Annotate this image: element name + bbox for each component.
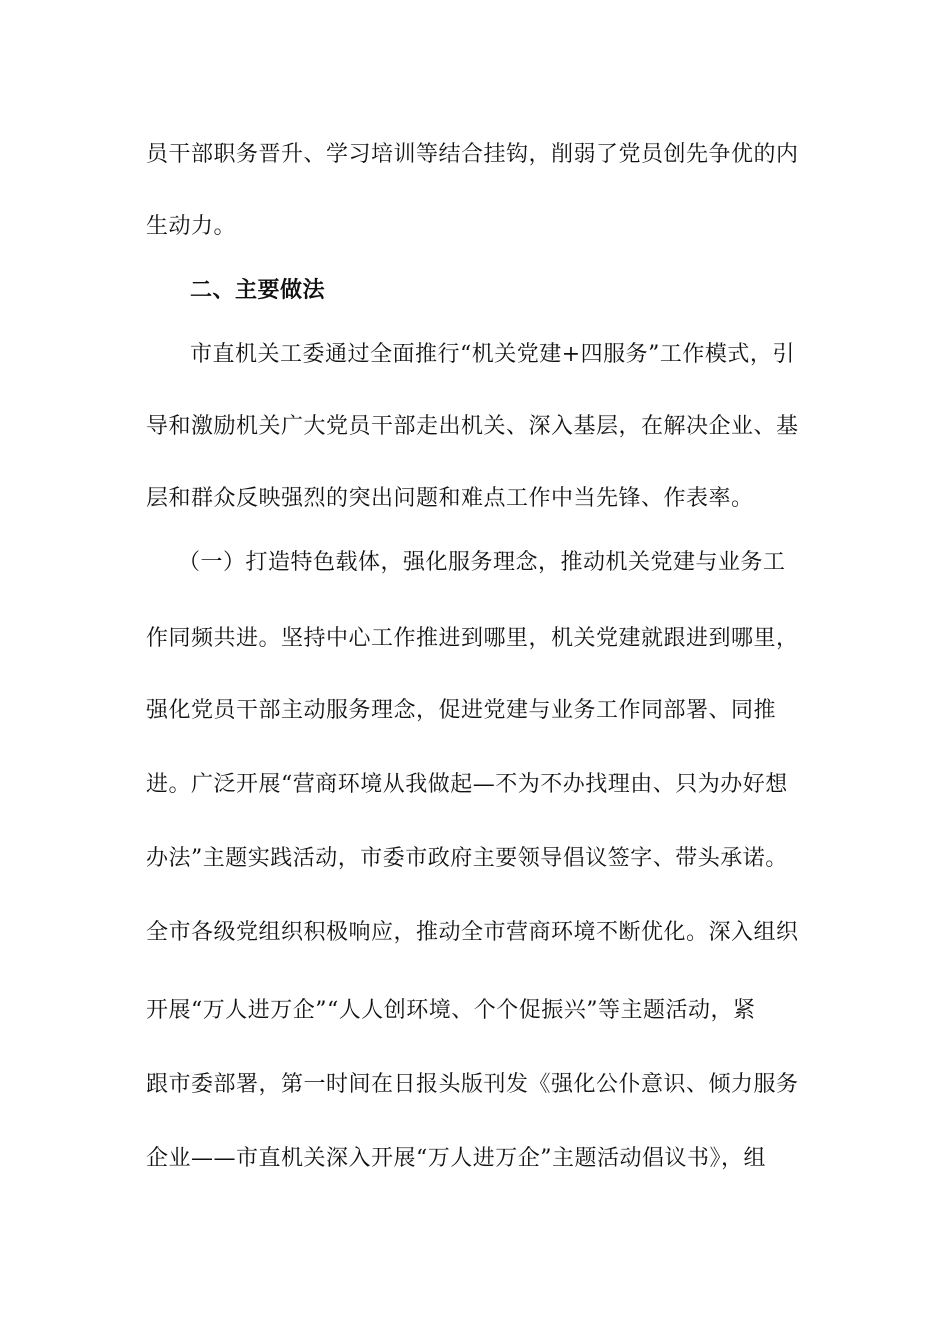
paragraph-line: 企业——市直机关深入开展“万人进万企”主题活动倡议书》，组 (146, 1146, 766, 1171)
paragraph-line: 导和激励机关广大党员干部走出机关、深入基层，在解决企业、基 (146, 414, 799, 439)
paragraph-line: 强化党员干部主动服务理念，促进党建与业务工作同部署、同推 (146, 698, 777, 723)
paragraph-line: 办法”主题实践活动，市委市政府主要领导倡议签字、带头承诺。 (146, 846, 788, 871)
subsection-line: （一）打造特色载体，强化服务理念，推动机关党建与业务工 (178, 550, 786, 575)
paragraph-line: 全市各级党组织积极响应，推动全市营商环境不断优化。深入组织 (146, 920, 799, 945)
section-heading: 二、主要做法 (190, 278, 326, 303)
paragraph-line: 跟市委部署，第一时间在日报头版刊发《强化公仆意识、倾力服务 (146, 1072, 799, 1097)
paragraph-line: 员干部职务晋升、学习培训等结合挂钩，削弱了党员创先争优的内 (146, 142, 799, 167)
paragraph-line: 层和群众反映强烈的突出问题和难点工作中当先锋、作表率。 (146, 486, 754, 511)
paragraph-line: 作同频共进。坚持中心工作推进到哪里，机关党建就跟进到哪里， (146, 626, 799, 651)
paragraph-line: 生动力。 (146, 214, 237, 239)
paragraph-line: 进。广泛开展“营商环境从我做起—不为不办找理由、只为办好想 (146, 772, 788, 797)
paragraph-line: 开展“万人进万企”“人人创环境、个个促振兴”等主题活动，紧 (146, 998, 756, 1023)
paragraph-line: 市直机关工委通过全面推行“机关党建+四服务”工作模式，引 (190, 342, 795, 367)
